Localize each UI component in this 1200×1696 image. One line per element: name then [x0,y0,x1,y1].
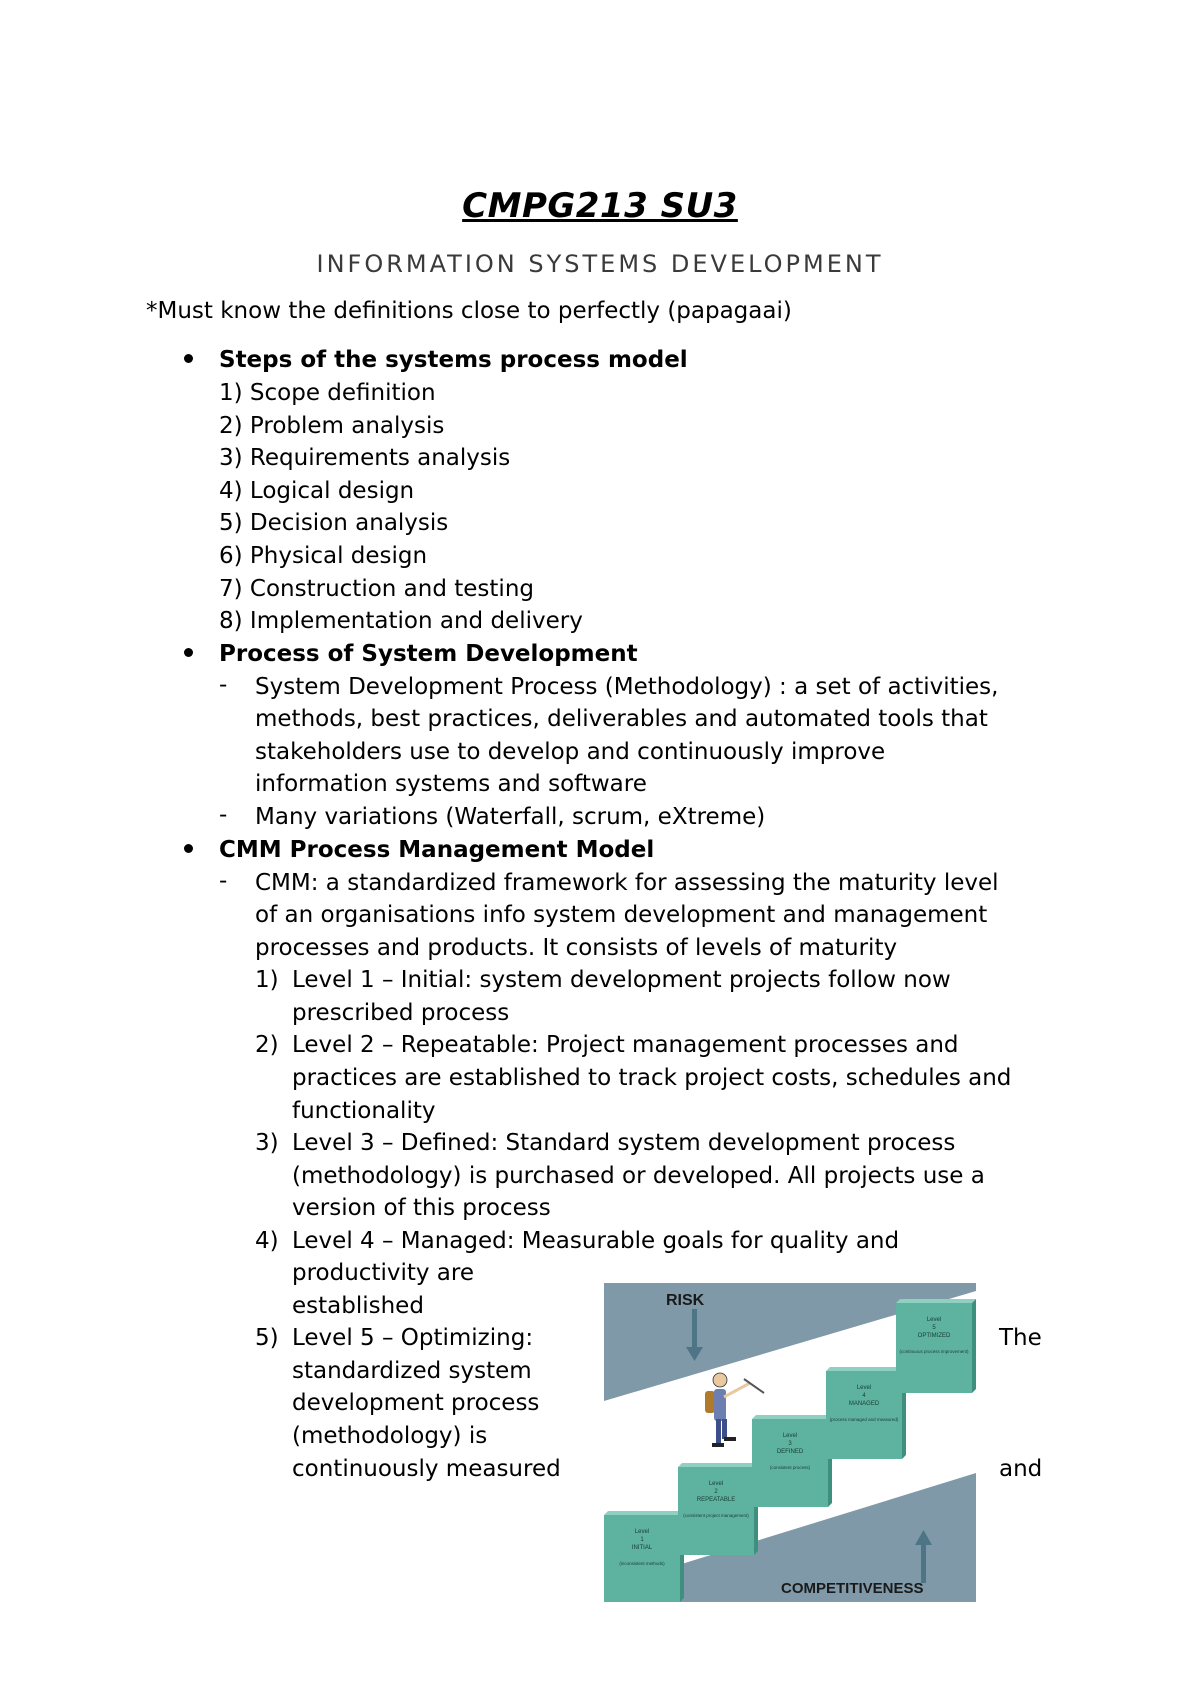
dash-marker: - [219,672,228,698]
process-text-line: Many variations (Waterfall, scrum, eXtreme) [255,804,766,830]
block-level: Level [856,1385,872,1391]
step-item: 1) Scope definition [219,380,436,406]
step-item: 8) Implementation and delivery [219,608,583,634]
level-text-line: continuously measured [292,1456,561,1482]
step-item: 2) Problem analysis [219,413,445,439]
block-name: OPTIMIZED [917,1333,951,1339]
section-heading-steps: Steps of the systems process model [219,347,688,373]
level-text-line: practices are established to track project costs, schedules and [292,1065,1012,1091]
block-num: 3 [788,1441,792,1447]
level-right-word: The [999,1325,1042,1351]
level-text-line: established [292,1293,424,1319]
level-text-line: (methodology) is purchased or developed. All projects use a [292,1163,985,1189]
level-number: 3) [255,1130,279,1156]
block-desc: (consistent process) [769,1465,811,1470]
block-num: 5 [932,1325,936,1331]
block-desc: (process managed and measured) [829,1417,899,1422]
maturity-block-3 [752,1415,832,1507]
process-text-line: stakeholders use to develop and continuously improve [255,739,886,765]
step-item: 3) Requirements analysis [219,445,511,471]
process-text-line: information systems and software [255,771,647,797]
level-text-line: development process [292,1390,540,1416]
block-level: Level [782,1433,798,1439]
bullet-icon [184,844,193,853]
maturity-block-1 [604,1511,684,1602]
level-text-line: Level 4 – Managed: Measurable goals for quality and [292,1228,900,1254]
bullet-icon [184,354,193,363]
block-desc: (consistent project management) [683,1513,749,1518]
block-desc: (inconsistent methods) [619,1561,665,1566]
process-text-line: System Development Process (Methodology) : a set of activities, [255,674,999,700]
process-text-line: methods, best practices, deliverables and automated tools that [255,706,988,732]
block-level: Level [708,1481,724,1487]
study-note: *Must know the definitions close to perfectly (papagaai) [146,298,792,324]
block-level: Level [634,1529,650,1535]
page-title: CMPG213 SU3 [462,186,738,226]
level-text-line: (methodology) is [292,1423,488,1449]
level-number: 5) [255,1325,279,1351]
level-number: 2) [255,1032,279,1058]
block-level: Level [926,1317,942,1323]
cmm-text-line: processes and products. It consists of levels of maturity [255,935,898,961]
dash-marker: - [219,802,228,828]
risk-label: RISK [666,1292,705,1309]
cmm-text-line: of an organisations info system development and management [255,902,988,928]
dash-marker: - [219,868,228,894]
bullet-icon [184,648,193,657]
level-text-line: Level 2 – Repeatable: Project management processes and [292,1032,959,1058]
block-name: DEFINED [776,1449,804,1455]
block-name: MANAGED [848,1401,880,1407]
section-heading-cmm: CMM Process Management Model [219,837,655,863]
level-number: 4) [255,1228,279,1254]
block-num: 2 [714,1489,718,1495]
level-text-line: Level 5 – Optimizing: [292,1325,534,1351]
step-item: 6) Physical design [219,543,428,569]
block-desc: (continuous process improvement) [899,1349,969,1354]
cmm-staircase-diagram [604,1283,976,1602]
level-text-line: Level 3 – Defined: Standard system development process [292,1130,956,1156]
block-num: 1 [640,1537,644,1543]
level-right-word: and [999,1456,1043,1482]
step-item: 7) Construction and testing [219,576,534,602]
level-text-line: standardized system [292,1358,532,1384]
maturity-block-4 [826,1367,906,1459]
competitiveness-label: COMPETITIVENESS [781,1580,924,1597]
section-heading-process: Process of System Development [219,641,638,667]
level-text-line: Level 1 – Initial: system development projects follow now [292,967,951,993]
level-text-line: prescribed process [292,1000,510,1026]
page-subtitle: INFORMATION SYSTEMS DEVELOPMENT [316,250,884,278]
level-number: 1) [255,967,279,993]
maturity-block-5 [896,1299,976,1393]
step-item: 5) Decision analysis [219,510,449,536]
level-text-line: version of this process [292,1195,551,1221]
cmm-text-line: CMM: a standardized framework for assessing the maturity level [255,870,999,896]
block-num: 4 [862,1393,866,1399]
block-name: REPEATABLE [696,1497,736,1503]
step-item: 4) Logical design [219,478,415,504]
level-text-line: productivity are [292,1260,474,1286]
block-name: INITIAL [631,1545,653,1551]
maturity-block-2 [678,1463,758,1555]
level-text-line: functionality [292,1098,436,1124]
